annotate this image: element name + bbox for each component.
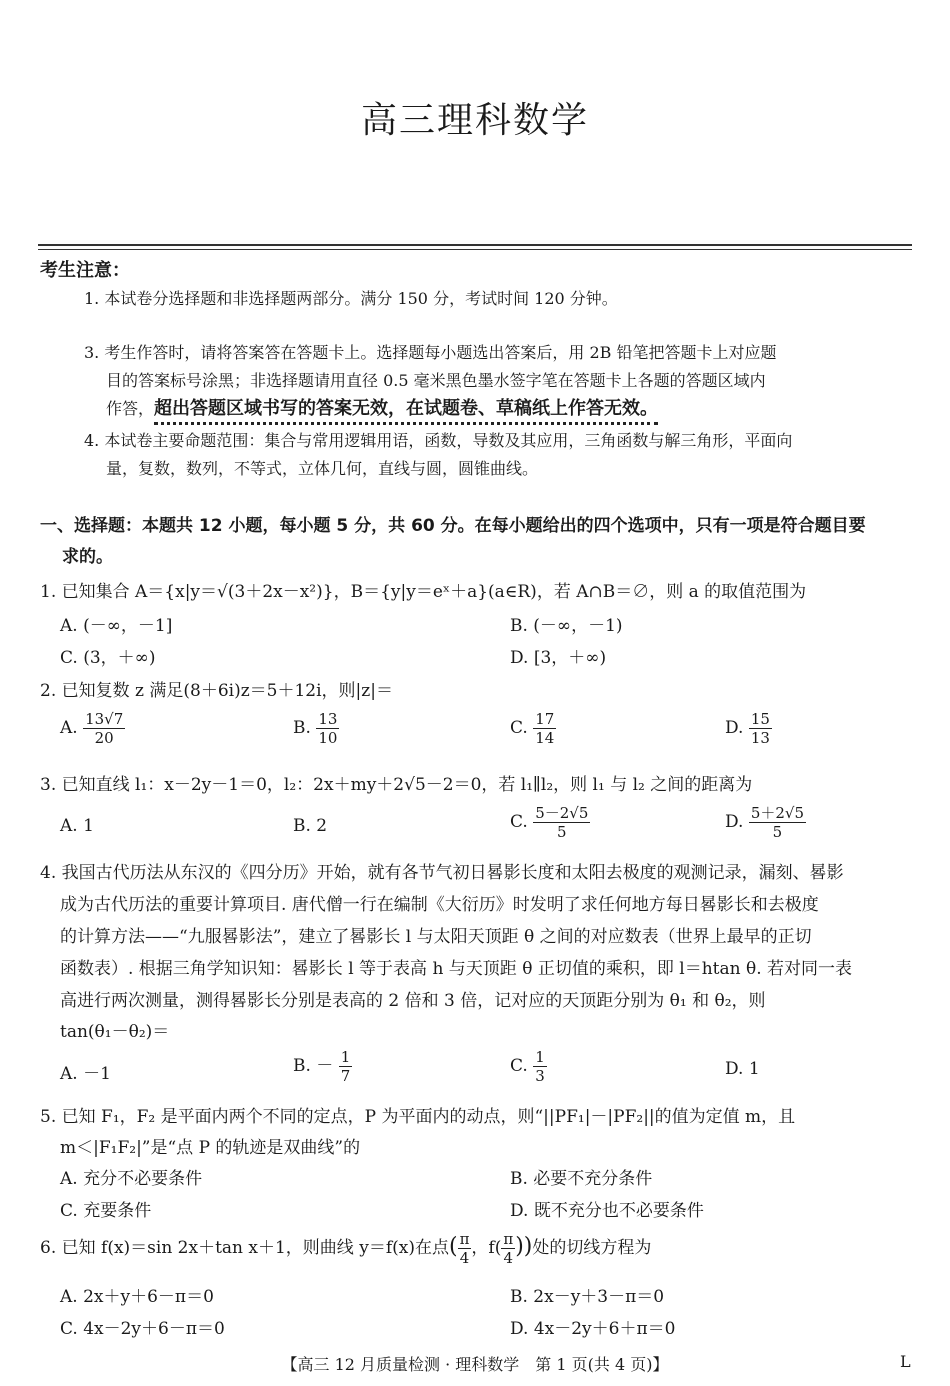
fraction: $\frac{13√7}{20}$ bbox=[85, 710, 124, 747]
fraction: $\frac{1}{3}$ bbox=[535, 1048, 545, 1085]
question-4-option-a: A. －1 bbox=[60, 1064, 111, 1084]
question-1-option-d: D. [3，＋∞) bbox=[510, 648, 607, 668]
fraction: $\frac{\pi}{4}$ bbox=[503, 1230, 514, 1267]
notice-item-4-line-1: 4. 本试卷主要命题范围：集合与常用逻辑用语，函数，导数及其应用，三角函数与解三角形，平面向 bbox=[84, 431, 793, 450]
question-3-option-a: A. 1 bbox=[60, 816, 94, 836]
question-4-line-6: tan(θ₁－θ₂)＝ bbox=[60, 1022, 170, 1042]
question-4-option-c: C. $\frac{1}{3}$ bbox=[510, 1048, 545, 1085]
fraction: $\frac{5-2√5}{5}$ bbox=[535, 804, 589, 841]
fraction: $\frac{15}{13}$ bbox=[750, 710, 770, 747]
notice-item-3-line-3 bbox=[106, 394, 658, 425]
question-2-option-c: C. $\frac{17}{14}$ bbox=[510, 710, 555, 747]
question-5-option-c: C. 充要条件 bbox=[60, 1201, 152, 1221]
question-4-line-2: 成为古代历法的重要计算项目. 唐代僧一行在编制《大衍历》时发明了求任何地方每日晷影长和去极度 bbox=[60, 895, 819, 915]
question-5-option-a: A. 充分不必要条件 bbox=[60, 1169, 203, 1189]
question-4-option-d: D. 1 bbox=[725, 1059, 760, 1079]
question-1-stem: 1. 已知集合 A＝{x|y＝√(3＋2x－x²)}，B＝{y|y＝eˣ＋a}(a∈R)，若 A∩B＝∅，则 a 的取值范围为 bbox=[40, 582, 807, 602]
question-3-option-d: D. $\frac{5+2√5}{5}$ bbox=[725, 804, 805, 841]
section-heading: 一、选择题：本题共 12 小题，每小题 5 分，共 60 分。在每小题给出的四个选项中，只有一项是符合题目要 bbox=[40, 516, 866, 536]
question-4-line-1: 4. 我国古代历法从东汉的《四分历》开始，就有各节气初日晷影长度和太阳去极度的观测记录，漏刻、晷影 bbox=[40, 863, 844, 883]
question-4-line-3: 的计算方法——“九服晷影法”，建立了晷影长 l 与太阳天顶距 θ 之间的对应数表（世界上最早的正切 bbox=[60, 927, 812, 947]
question-5-line-2: m＜|F₁F₂|”是“点 P 的轨迹是双曲线”的 bbox=[60, 1138, 361, 1158]
header-rule-thin bbox=[38, 249, 912, 250]
header-rule bbox=[38, 244, 912, 246]
question-1-option-a: A. (－∞，－1] bbox=[60, 616, 173, 636]
question-3-option-b: B. 2 bbox=[293, 816, 328, 836]
notice-warning: 超出答题区域书写的答案无效，在试题卷、草稿纸上作答无效。 bbox=[154, 394, 658, 425]
fraction: $\frac{\pi}{4}$ bbox=[459, 1230, 470, 1267]
question-6-option-b: B. 2x－y＋3－π＝0 bbox=[510, 1287, 665, 1307]
notice-item-3-prefix: 作答， bbox=[106, 399, 155, 418]
question-1-option-c: C. (3，＋∞) bbox=[60, 648, 156, 668]
notice-heading: 考生注意： bbox=[40, 260, 130, 281]
question-6-stem: 6. 已知 f(x)＝sin 2x＋tan x＋1，则曲线 y＝f(x)在点( $\frac{\pi}{4}$ ，f( $\frac{\pi}{4}$ ))处的切线方程为 bbox=[40, 1230, 652, 1267]
question-2-option-a: A. $\frac{13√7}{20}$ bbox=[60, 710, 124, 747]
question-6-option-c: C. 4x－2y＋6－π＝0 bbox=[60, 1319, 225, 1339]
notice-item-3-line-2: 目的答案标号涂黑；非选择题请用直径 0.5 毫米黑色墨水签字笔在答题卡上各题的答题区域内 bbox=[106, 371, 766, 390]
notice-item-4-line-2: 量，复数，数列，不等式，立体几何，直线与圆，圆锥曲线。 bbox=[106, 459, 539, 478]
question-4-line-4: 函数表）. 根据三角学知识知：晷影长 l 等于表高 h 与天顶距 θ 正切值的乘积，即 l＝htan θ. 若对同一表 bbox=[60, 959, 853, 979]
section-heading-cont: 求的。 bbox=[62, 547, 113, 567]
question-5-option-b: B. 必要不充分条件 bbox=[510, 1169, 653, 1189]
page-title: 高三理科数学 bbox=[360, 100, 589, 141]
question-6-option-d: D. 4x－2y＋6＋π＝0 bbox=[510, 1319, 676, 1339]
page-footer: 【高三 12 月质量检测 · 理科数学 第 1 页(共 4 页)】 bbox=[281, 1355, 669, 1374]
footer-mark: L bbox=[900, 1352, 911, 1371]
question-6-option-a: A. 2x＋y＋6－π＝0 bbox=[60, 1287, 214, 1307]
question-4-option-b: B. － $\frac{1}{7}$ bbox=[293, 1048, 351, 1085]
fraction: $\frac{1}{7}$ bbox=[340, 1048, 351, 1085]
question-2-stem: 2. 已知复数 z 满足(8＋6i)z＝5＋12i，则|z|＝ bbox=[40, 681, 393, 701]
question-5-line-1: 5. 已知 F₁，F₂ 是平面内两个不同的定点，P 为平面内的动点，则“||PF₁|－|PF₂||的值为定值 m，且 bbox=[40, 1107, 796, 1127]
question-4-line-5: 高进行两次测量，测得晷影长分别是表高的 2 倍和 3 倍，记对应的天顶距分别为 θ₁ 和 θ₂，则 bbox=[60, 991, 766, 1011]
notice-item-3-line-1: 3. 考生作答时，请将答案答在答题卡上。选择题每小题选出答案后，用 2B 铅笔把答题卡上对应题 bbox=[84, 343, 777, 362]
fraction: $\frac{17}{14}$ bbox=[535, 710, 555, 747]
question-2-option-d: D. $\frac{15}{13}$ bbox=[725, 710, 770, 747]
notice-item-1: 1. 本试卷分选择题和非选择题两部分。满分 150 分，考试时间 120 分钟。 bbox=[84, 289, 618, 308]
question-5-option-d: D. 既不充分也不必要条件 bbox=[510, 1201, 704, 1221]
fraction: $\frac{5+2√5}{5}$ bbox=[750, 804, 805, 841]
question-3-stem: 3. 已知直线 l₁：x－2y－1＝0，l₂：2x＋my＋2√5－2＝0，若 l₁∥l₂，则 l₁ 与 l₂ 之间的距离为 bbox=[40, 775, 753, 795]
question-3-option-c: C. $\frac{5-2√5}{5}$ bbox=[510, 804, 589, 841]
question-2-option-b: B. $\frac{13}{10}$ bbox=[293, 710, 338, 747]
fraction: $\frac{13}{10}$ bbox=[318, 710, 338, 747]
question-1-option-b: B. (－∞，－1) bbox=[510, 616, 623, 636]
